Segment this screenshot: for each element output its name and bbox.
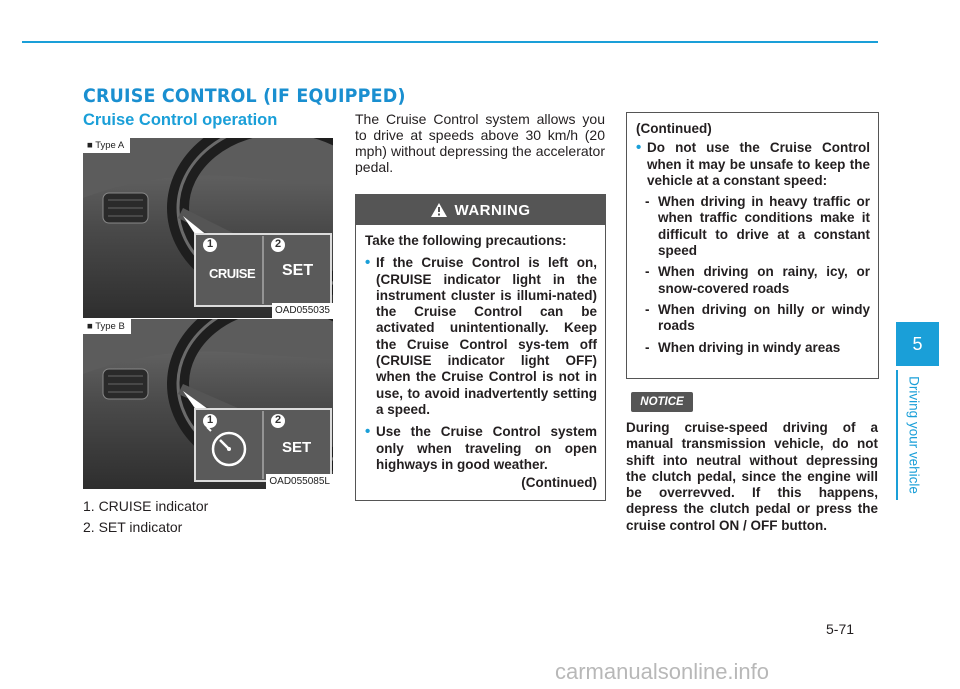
warning-bullet-text: If the Cruise Control is left on, (CRUISE indicator light in the instrument cluster is illumi-nated) the Cruise Control can be activated unintentionally. Keep the Cruise Control sys-tem off (CRUISE indicator light OFF) when the Cruise Control is not in use, to avoid inadvertently setting a speed. (376, 255, 597, 417)
warning-header (356, 195, 605, 225)
page-number: 5-71 (826, 621, 855, 637)
marker-2-label: 2 (274, 238, 282, 250)
warning-title: WARNING (454, 201, 531, 219)
notice-badge: NOTICE (631, 392, 693, 412)
continued-bullet-text: Do not use the Cruise Control when it may be unsafe to keep the vehicle at a constant speed: (647, 140, 870, 188)
bullet-dot-icon: • (636, 139, 642, 157)
condition-text: When driving on rainy, icy, or snow-covered roads (658, 264, 870, 296)
condition-item: - When driving in windy areas (645, 339, 841, 355)
bullet-dot-icon: • (365, 254, 371, 272)
condition-item: - When driving on hilly or windy roads (645, 301, 870, 334)
notice-text: During cruise-speed driving of a manual transmission vehicle, do not shift into neutral without depressing the clutch pedal, since the engine will be overrevved. If this happens, depress the clutch pedal or press the cruise control ON / OFF button. (626, 420, 878, 533)
dashboard-illustration-b (83, 319, 333, 489)
continued-header: (Continued) (636, 121, 712, 136)
figure-type-b (83, 318, 333, 489)
condition-text: When driving in windy areas (658, 339, 841, 355)
bullet-dot-icon: • (365, 423, 371, 441)
marker-1-label: 1 (206, 238, 214, 250)
condition-text: When driving on hilly or windy roads (658, 301, 870, 334)
condition-text: When driving in heavy traffic or when traffic conditions make it difficult to drive at a constant speed (658, 194, 870, 259)
dashboard-illustration-a (83, 138, 333, 318)
watermark: carmanualsonline.info (555, 659, 770, 684)
warning-bullet (365, 424, 597, 473)
condition-item: - When driving in heavy traffic or when traffic conditions make it difficult to drive at a constant speed (645, 194, 870, 259)
sub-heading: Cruise Control operation (83, 111, 278, 129)
warning-box (355, 194, 606, 501)
continued-body (627, 113, 878, 356)
chapter-side-label: Driving your vehicle (906, 376, 922, 494)
type-a-tag: ■ Type A (83, 138, 130, 153)
figure-type-a (83, 138, 333, 318)
chapter-tab-line (896, 370, 898, 500)
legend-item: 2. SET indicator (83, 519, 183, 535)
top-rule (22, 41, 878, 43)
warning-continued: (Continued) (521, 475, 597, 491)
condition-item: - When driving on rainy, icy, or snow-covered roads (645, 264, 870, 296)
set-button-label: SET (282, 439, 312, 456)
figure-legend (83, 496, 208, 538)
type-b-tag: ■ Type B (83, 319, 131, 334)
section-title: CRUISE CONTROL (IF EQUIPPED) (83, 85, 406, 107)
warning-bullet (365, 255, 597, 418)
set-button-label: SET (282, 262, 314, 279)
warning-bullet-text: Use the Cruise Control system only when traveling on open highways in good weather. (376, 424, 597, 472)
continued-box (626, 112, 879, 379)
warning-body (356, 225, 605, 491)
cruise-button-label: CRUISE (209, 266, 256, 281)
marker-1-label: 1 (206, 414, 214, 426)
figure-code-a: OAD055035 (272, 303, 333, 318)
intro-paragraph: The Cruise Control system allows you to drive at speeds above 30 km/h (20 mph) without depressing the accelerator pedal. (355, 111, 605, 175)
warning-triangle-icon (431, 203, 447, 217)
figure-code-b: OAD055085L (266, 474, 333, 489)
marker-2-label: 2 (274, 414, 282, 426)
continued-bullet (636, 140, 870, 189)
legend-item: 1. CRUISE indicator (83, 498, 209, 514)
chapter-tab: 5 (896, 322, 939, 366)
warning-lead: Take the following precautions: (365, 233, 567, 248)
